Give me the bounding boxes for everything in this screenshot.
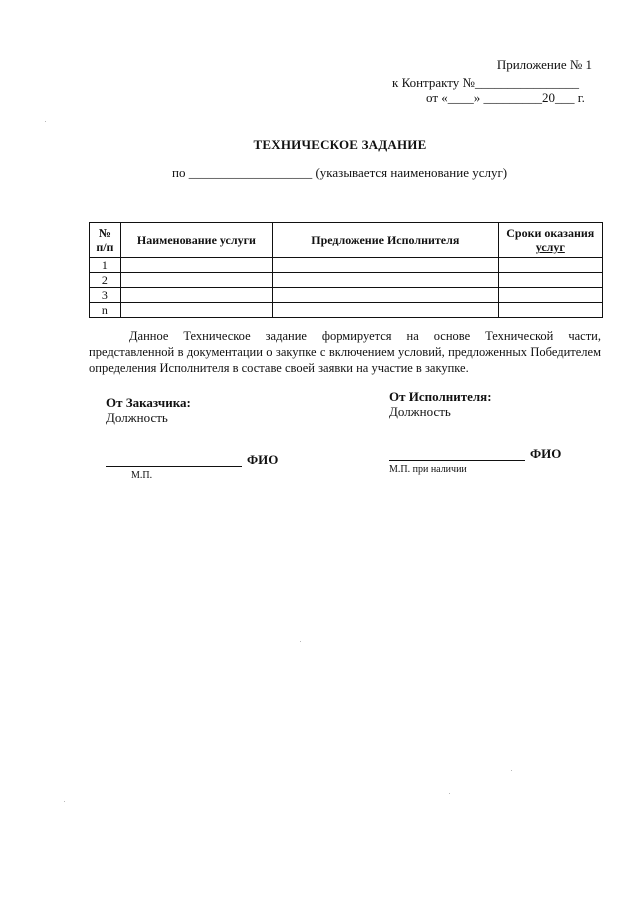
contractor-signature-line <box>389 460 525 461</box>
row-num: 3 <box>90 288 121 303</box>
customer-fio: ФИО <box>247 452 279 467</box>
contractor-fio: ФИО <box>530 446 562 461</box>
header-service-terms <box>498 223 602 258</box>
date-year-blank: ___ <box>555 90 575 105</box>
contract-number-line <box>392 75 579 91</box>
scan-speck <box>45 121 46 122</box>
po-hint: (указывается наименование услуг) <box>315 165 508 180</box>
table-row <box>90 258 603 273</box>
date-month-blank: _________ <box>483 90 543 105</box>
appendix-label: Приложение № 1 <box>496 57 592 72</box>
services-table <box>89 222 603 318</box>
scan-speck <box>511 770 512 771</box>
row-offer <box>273 273 498 288</box>
header-num-line2: п/п <box>96 240 114 254</box>
document-title: ТЕХНИЧЕСКОЕ ЗАДАНИЕ <box>253 137 427 152</box>
date-mid: » <box>473 90 481 105</box>
contractor-position: Должность <box>389 404 451 419</box>
row-terms <box>498 273 602 288</box>
row-num: n <box>90 303 121 318</box>
date-day-blank: ____ <box>447 90 474 105</box>
table-row <box>90 288 603 303</box>
date-prefix: от « <box>426 90 448 105</box>
scan-speck <box>449 793 450 794</box>
contractor-stamp: М.П. при наличии <box>389 464 467 475</box>
body-paragraph-text: Данное Техническое задание формируется на основе Технической части, представленной в документации о закупке с включением условий, предложенных Победителем определения Исполнителя в составе своей заявки на участие в закупке. <box>89 329 601 375</box>
customer-stamp: М.П. <box>131 470 153 481</box>
date-year-prefix: 20 <box>542 90 556 105</box>
date-suffix: г. <box>574 90 585 105</box>
scan-speck <box>300 641 301 642</box>
row-offer <box>273 303 498 318</box>
row-offer <box>273 258 498 273</box>
table-row <box>90 303 603 318</box>
body-paragraph <box>89 328 601 376</box>
row-terms <box>498 288 602 303</box>
services-subject-line <box>172 165 507 181</box>
row-name <box>120 303 272 318</box>
contractor-heading: От Исполнителя: <box>389 389 492 404</box>
row-terms <box>498 303 602 318</box>
row-name <box>120 258 272 273</box>
scan-speck <box>64 801 65 802</box>
row-name <box>120 273 272 288</box>
customer-signature-line <box>106 466 242 467</box>
header-terms-line1: Сроки оказания <box>506 226 595 240</box>
row-num: 2 <box>90 273 121 288</box>
po-blank: ___________________ <box>188 165 313 180</box>
header-terms-line2: услуг <box>535 240 565 254</box>
header-num <box>90 223 121 258</box>
header-contractor-offer: Предложение Исполнителя <box>273 223 498 258</box>
row-name <box>120 288 272 303</box>
contract-prefix: к Контракту № <box>392 75 475 90</box>
header-num-line1: № <box>98 226 111 240</box>
table-header-row <box>90 223 603 258</box>
customer-heading: От Заказчика: <box>106 395 191 410</box>
row-offer <box>273 288 498 303</box>
table-row <box>90 273 603 288</box>
row-num: 1 <box>90 258 121 273</box>
customer-position: Должность <box>106 410 168 425</box>
contract-date-line <box>426 90 585 106</box>
po-prefix: по <box>172 165 186 180</box>
header-service-name: Наименование услуги <box>120 223 272 258</box>
row-terms <box>498 258 602 273</box>
contract-number-blank: ________________ <box>474 75 579 90</box>
